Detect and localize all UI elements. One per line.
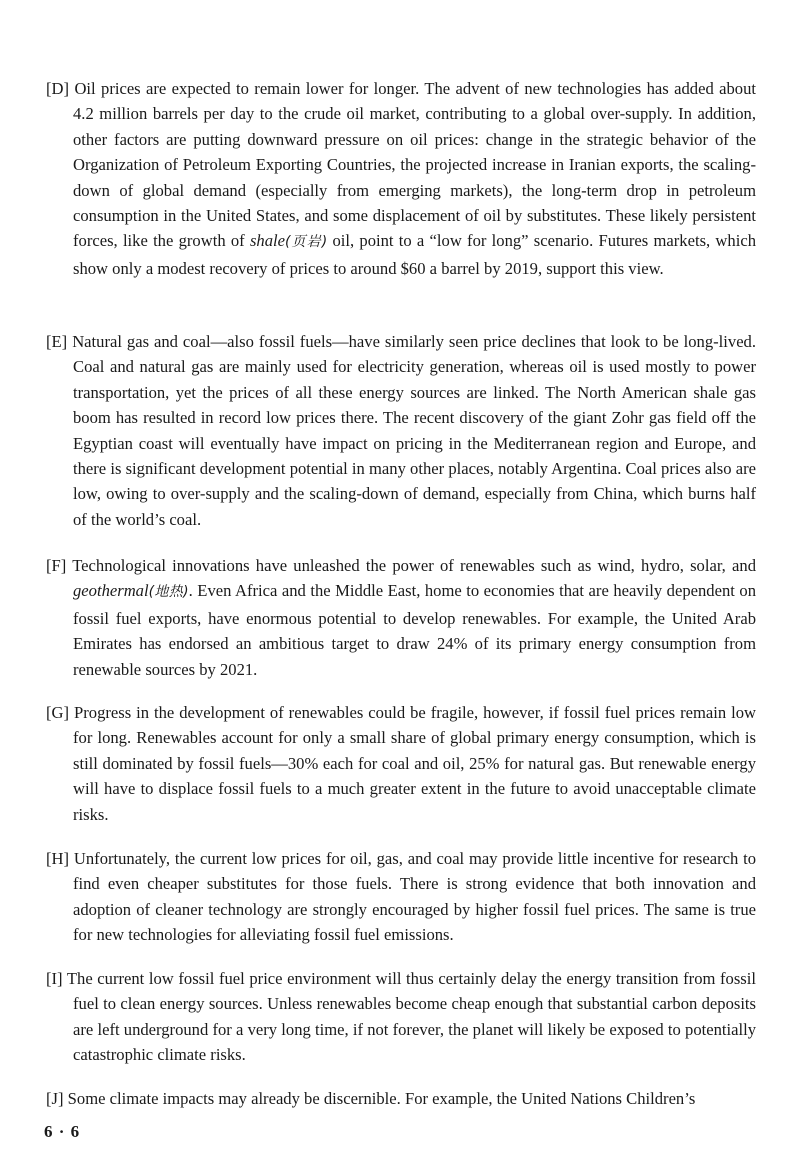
page-number: 6 · 6 bbox=[44, 1122, 81, 1141]
paragraph-text: Technological innovations have unleashed the power of renewables such as wind, hydro, solar, and bbox=[72, 556, 756, 575]
paragraph-e bbox=[46, 329, 756, 532]
paragraph-g bbox=[46, 700, 756, 827]
paragraph-label: [I] bbox=[46, 969, 63, 988]
gloss-translation: (页岩) bbox=[284, 234, 328, 251]
paragraph-label: [H] bbox=[46, 849, 70, 868]
gloss-translation: (地热) bbox=[148, 584, 189, 601]
paragraph-d bbox=[46, 76, 756, 281]
paragraph-label: [F] bbox=[46, 556, 67, 575]
paragraph-label: [D] bbox=[46, 79, 70, 98]
paragraph-i bbox=[46, 966, 756, 1068]
paragraph-text: Oil prices are expected to remain lower for longer. The advent of new technologies has added about 4.2 million barrels per day to the crude oil market, contributing to a global over-supply. In addition, other factors are putting downward pressure on oil prices: change in the strategic behavior of the Organization of Petroleum Exporting Countries, the projected increase in Iranian exports, the scaling-down of global demand (especially from emerging markets), the long-term drop in petroleum consumption in the United States, and some displacement of oil by substitutes. These likely persistent forces, like the growth of bbox=[73, 79, 756, 251]
gloss-term: geothermal bbox=[73, 581, 149, 601]
paragraph-text: The current low fossil fuel price environment will thus certainly delay the energy transition from fossil fuel to clean energy sources. Unless renewables become cheap enough that substantial carbon deposits are left underground for a very long time, if not forever, the planet will likely be exposed to potentially catastrophic climate risks. bbox=[66, 969, 756, 1065]
paragraph-h bbox=[46, 846, 756, 948]
paragraph-text: Some climate impacts may already be discernible. For example, the United Nations Children’s bbox=[67, 1089, 696, 1108]
paragraph-label: [J] bbox=[46, 1089, 64, 1108]
paragraph-text: Natural gas and coal—also fossil fuels—have similarly seen price declines that look to be long-lived. Coal and natural gas are mainly used for electricity generation, whereas oil is used mostly to power transportation, yet the prices of all these energy sources are linked. The North American shale gas boom has resulted in record low prices there. The recent discovery of the giant Zohr gas field off the Egyptian coast will eventually have impact on pricing in the Mediterranean region and Europe, and there is significant development potential in many other places, notably Argentina. Coal prices also are low, owing to over-supply and the scaling-down of demand, especially from China, which burns half of the world’s coal. bbox=[72, 332, 757, 529]
paragraph-label: [G] bbox=[46, 703, 70, 722]
paragraph-text: Unfortunately, the current low prices for oil, gas, and coal may provide little incentive for research to find even cheaper substitutes for those fuels. There is strong evidence that both innovation and adoption of cleaner technology are strongly encouraged by higher fossil fuel prices. The same is true for new technologies for alleviating fossil fuel emissions. bbox=[73, 849, 756, 945]
paragraph-f bbox=[46, 553, 756, 682]
paragraph-text: Progress in the development of renewables could be fragile, however, if fossil fuel prices remain low for long. Renewables account for only a small share of global primary energy consumption, which is still dominated by fossil fuels—30% each for coal and oil, 25% for natural gas. But renewable energy will have to displace fossil fuels to a much greater extent in the future to avoid unacceptable climate risks. bbox=[73, 703, 756, 824]
paragraph-text: oil, point to a “low for long” scenario. Futures markets, which show only a modest recovery of prices to around $60 a barrel by 2019, support this view. bbox=[73, 231, 756, 278]
paragraph-text: . Even Africa and the Middle East, home to economies that are heavily dependent on fossil fuel exports, have enormous potential to develop renewables. For example, the United Arab Emirates has endorsed an ambitious target to draw 24% of its primary energy consumption from renewable sources by 2021. bbox=[73, 581, 756, 679]
gloss-term: shale bbox=[249, 231, 285, 251]
paragraph-j bbox=[46, 1086, 756, 1111]
paragraph-label: [E] bbox=[46, 332, 68, 351]
